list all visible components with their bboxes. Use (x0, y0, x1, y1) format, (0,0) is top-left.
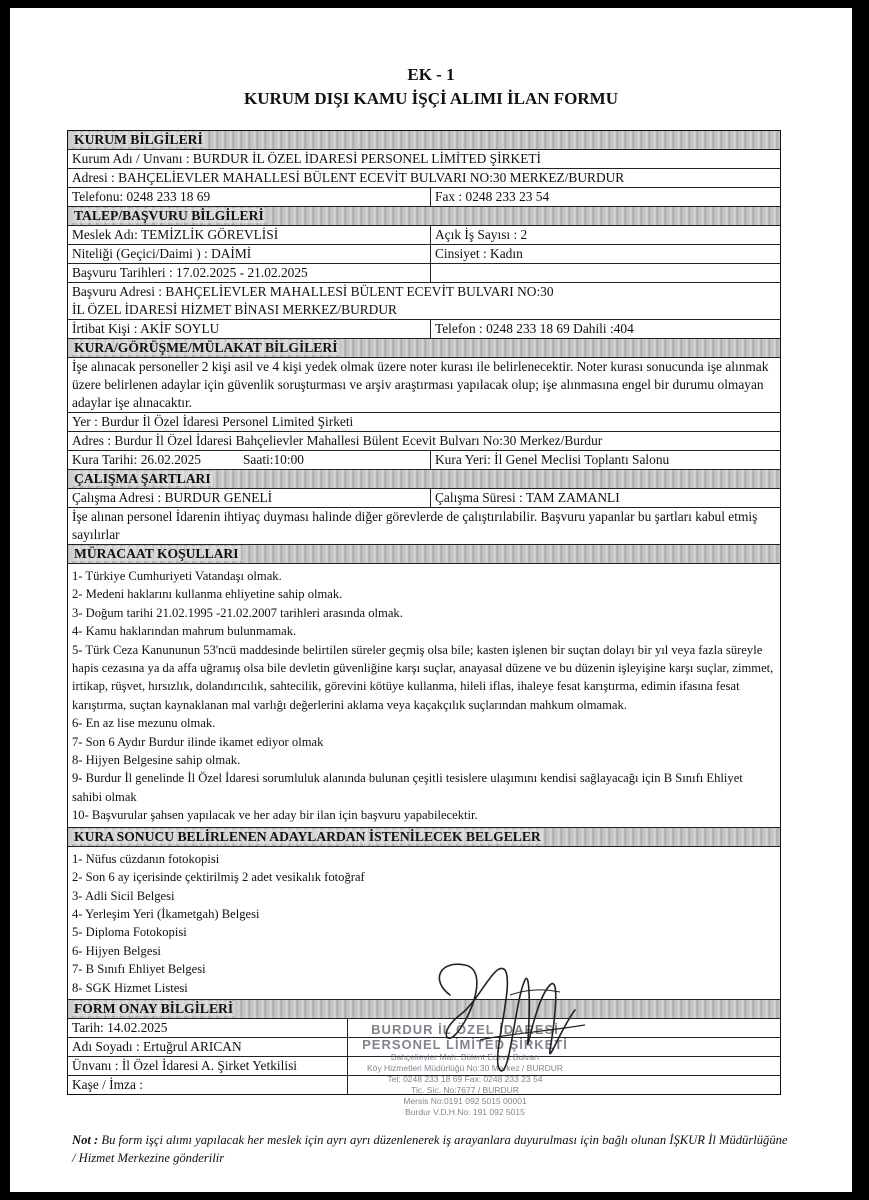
onay-unvan: Ünvanı : İl Özel İdaresi A. Şirket Yetkilisi (68, 1057, 348, 1075)
note-text: Bu form işçi alımı yapılacak her meslek için ayrı ayrı düzenlenerek iş arayanlara duyurulması için bağlı olunan İŞKUR İl Müdürlüğüne / Hizmet Merkezine gönderilir (72, 1133, 788, 1165)
list-item: 5- Diploma Fotokopisi (72, 925, 187, 940)
section-header-muracaat: MÜRACAAT KOŞULLARI (68, 545, 780, 564)
calisma-adresi: Çalışma Adresi : BURDUR GENELİ (68, 489, 431, 507)
kura-adres: Adres : Burdur İl Özel İdaresi Bahçelievler Mahallesi Bülent Ecevit Bulvarı No:30 Merkez/Burdur (72, 433, 603, 448)
list-item: 7- Son 6 Aydır Burdur ilinde ikamet ediyor olmak (72, 734, 324, 749)
list-item: 2- Son 6 ay içerisinde çektirilmiş 2 adet vesikalık fotoğraf (72, 870, 365, 885)
section-header-kurum: KURUM BİLGİLERİ (68, 131, 780, 150)
footer-note (72, 1131, 792, 1167)
calisma-aciklama: İşe alınan personel İdarenin ihtiyaç duyması halinde diğer görevlerde de çalıştırılabilir. Başvuru yapanlar bu şartları kabul etmiş sayılırlar (72, 509, 758, 542)
form-title: KURUM DIŞI KAMU İŞÇİ ALIMI İLAN FORMU (243, 89, 619, 108)
list-item: 3- Doğum tarihi 21.02.1995 -21.02.2007 tarihleri arasında olmak. (72, 605, 403, 620)
irtibat-kisi: İrtibat Kişi : AKİF SOYLU (68, 320, 431, 338)
kurum-fax: Fax : 0248 233 23 54 (435, 189, 550, 204)
onay-adi-soyadi: Adı Soyadı : Ertuğrul ARICAN (68, 1038, 348, 1056)
kura-aciklama: İşe alınacak personeller 2 kişi asil ve 4 kişi yedek olmak üzere noter kurası ile belirlenecektir. Noter kurası sonucunda işe alınmak üzere belirlenen adaylar için güvenlik soruşturması ve arşiv araştırması yapılacak olup; işe alınmasına engel bir durumu olmayan adaylar işe alınacaktır. (72, 359, 769, 410)
list-item: 1- Türkiye Cumhuriyeti Vatandaşı olmak. (72, 569, 282, 583)
section-header-talep: TALEP/BAŞVURU BİLGİLERİ (68, 207, 780, 226)
kurum-adi: Kurum Adı / Unvanı : BURDUR İL ÖZEL İDARESİ PERSONEL LİMİTED ŞİRKETİ (72, 151, 542, 166)
irtibat-telefon: Telefon : 0248 233 18 69 Dahili :404 (435, 321, 634, 336)
list-item: 9- Burdur İl genelinde İl Özel İdaresi sorumluluk alanında bulunan çeşitli tesislere ulaşımını kendisi sağlayacağı için B Sınıfı Ehliyet sahibi olmak (72, 771, 743, 804)
section-header-kura: KURA/GÖRÜŞME/MÜLAKAT BİLGİLERİ (68, 339, 780, 358)
note-label: Not : (72, 1133, 99, 1147)
section-header-onay: FORM ONAY BİLGİLERİ (68, 1000, 780, 1019)
kura-tarih-saat: Kura Tarihi: 26.02.2025 Saati:10:00 (68, 451, 431, 469)
basvuru-tarihleri: Başvuru Tarihleri : 17.02.2025 - 21.02.2025 (68, 264, 431, 282)
list-item: 5- Türk Ceza Kanununun 53'ncü maddesinde belirtilen süreler geçmiş olsa bile; kasten işlenen bir suçtan dolayı bir yıl veya fazla süreyle hapis cezasına ya da affa uğramış olsa bile devletin güvenliğine karşı suçlar, anayasal düzene ve bu düzenin işleyişine karşı suçlar, zimmet, irtikap, rüşvet, hırsızlık, dolandırıcılık, sahtecilik, görevini kötüye kullanma, hileli iflas, ihaleye fesat karıştırma, edimin ifasına fesat karıştırma, suçtan kaynaklanan mal varlığı değerlerini aklama veya kaçakçılık suçlarından mahkum olmamak. (72, 642, 774, 712)
niteligi: Niteliği (Geçici/Daimi ) : DAİMİ (68, 245, 431, 263)
kura-yer: Yer : Burdur İl Özel İdaresi Personel Limited Şirketi (72, 414, 354, 429)
muracaat-list (68, 564, 780, 827)
list-item: 2- Medeni haklarını kullanma ehliyetine sahip olmak. (72, 587, 343, 602)
signature-image (410, 940, 600, 1090)
kura-yeri: Kura Yeri: İl Genel Meclisi Toplantı Salonu (435, 452, 670, 467)
company-stamp: BURDUR İL ÖZEL İDARESİ PERSONEL LİMİTED ŞİRKETİ Bahçelievler Mah. Bülent Ecevit Bulvarı Köy Hizmetleri Müdürlüğü No:30 Merkez / BURDUR Tel: 0248 233 18 69 Fax: 0248 233 23 54 Tic. Sic. No:7677 / BURDUR Mersis No:0191 092 5015 00001 Burdur V.D.H.No: 191 092 5015 (362, 1022, 568, 1117)
list-item: 7- B Sınıfı Ehliyet Belgesi (72, 962, 206, 977)
onay-tarih: Tarih: 14.02.2025 (68, 1019, 348, 1037)
basvuru-adresi: Başvuru Adresi : BAHÇELİEVLER MAHALLESİ BÜLENT ECEVİT BULVARI NO:30 İL ÖZEL İDARESİ HİZMET BİNASI MERKEZ/BURDUR (72, 284, 554, 317)
kura-saat: Saati:10:00 (242, 452, 304, 467)
list-item: 8- SGK Hizmet Listesi (72, 980, 188, 995)
list-item: 1- Nüfus cüzdanın fotokopisi (72, 851, 220, 866)
kurum-adres: Adresi : BAHÇELİEVLER MAHALLESİ BÜLENT ECEVİT BULVARI NO:30 MERKEZ/BURDUR (72, 170, 625, 185)
meslek-adi: Meslek Adı: TEMİZLİK GÖREVLİSİ (68, 226, 431, 244)
calisma-suresi: Çalışma Süresi : TAM ZAMANLI (435, 490, 620, 505)
onay-kase-imza: Kaşe / İmza : (68, 1076, 348, 1094)
annex-label: EK - 1 (407, 65, 455, 84)
cinsiyet: Cinsiyet : Kadın (435, 246, 523, 261)
list-item: 4- Yerleşim Yeri (İkametgah) Belgesi (72, 906, 260, 921)
list-item: 6- En az lise mezunu olmak. (72, 716, 216, 731)
section-header-calisma: ÇALIŞMA ŞARTLARI (68, 470, 780, 489)
list-item: 4- Kamu haklarından mahrum bulunmamak. (72, 624, 297, 639)
list-item: 6- Hijyen Belgesi (72, 943, 161, 958)
section-header-belgeler: KURA SONUCU BELİRLENEN ADAYLARDAN İSTENİLECEK BELGELER (68, 828, 780, 847)
list-item: 8- Hijyen Belgesine sahip olmak. (72, 753, 241, 768)
list-item: 3- Adli Sicil Belgesi (72, 888, 175, 903)
kurum-telefon: Telefonu: 0248 233 18 69 (68, 188, 431, 206)
belgeler-list (68, 847, 369, 999)
acik-is-sayisi: Açık İş Sayısı : 2 (435, 227, 528, 242)
list-item: 10- Başvurular şahsen yapılacak ve her aday bir ilan için başvuru yapabilecektir. (72, 808, 478, 823)
